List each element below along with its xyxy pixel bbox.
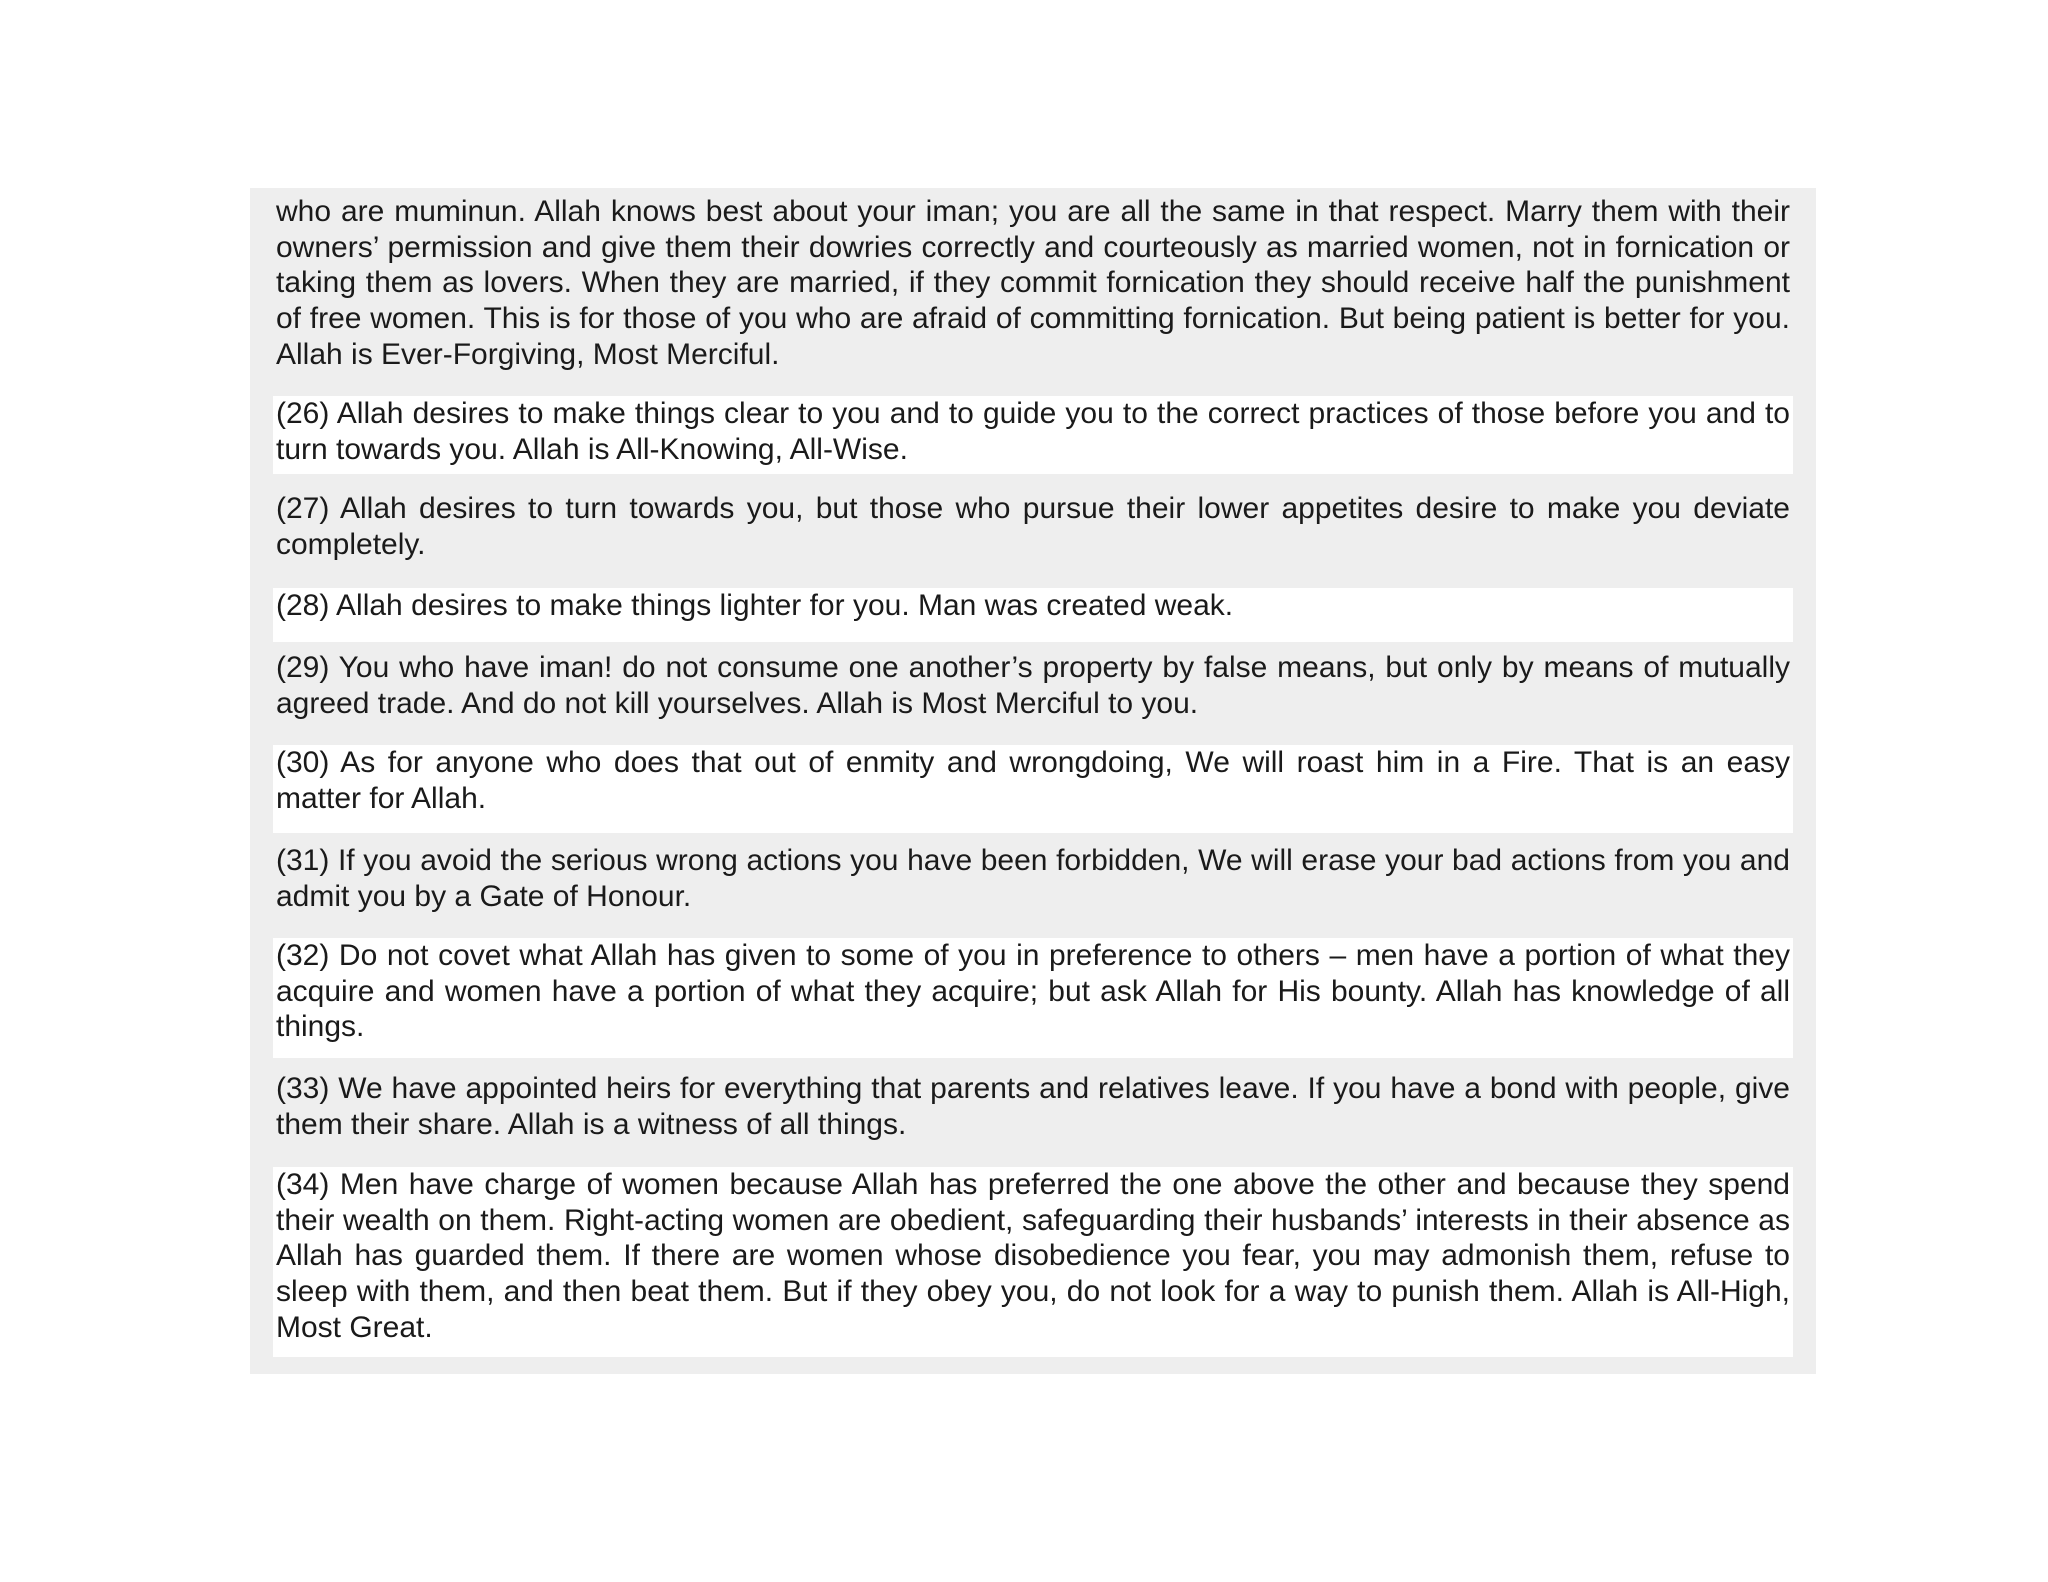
verse-34: (34) Men have charge of women because Allah has preferred the one above the other and because they spend their wealth on them. Right-acting women are obedient, safeguarding their husbands’ interests in their absence as Allah has guarded them. If there are women whose disobedience you fear, you may admonish them, refuse to sleep with them, and then beat them. But if they obey you, do not look for a way to punish them. Allah is All-High, Most Great. (273, 1167, 1793, 1357)
verse-28: (28) Allah desires to make things lighter for you. Man was created weak. (273, 588, 1793, 642)
verse-25-continued: who are muminun. Allah knows best about your iman; you are all the same in that respect. Marry them with their owners’ permission and give them their dowries correctly and courteously as married women, not in fornication or taking them as lovers. When they are married, if they commit fornication they should receive half the punishment of free women. This is for those of you who are afraid of committing fornication. But being patient is better for you. Allah is Ever-Forgiving, Most Merciful. (273, 194, 1793, 382)
verse-26: (26) Allah desires to make things clear to you and to guide you to the correct practices of those before you and to turn towards you. Allah is All-Knowing, All-Wise. (273, 396, 1793, 474)
verse-32: (32) Do not covet what Allah has given to some of you in preference to others – men have a portion of what they acquire and women have a portion of what they acquire; but ask Allah for His bounty. Allah has knowledge of all things. (273, 938, 1793, 1058)
verse-33: (33) We have appointed heirs for everything that parents and relatives leave. If you have a bond with people, give them their share. Allah is a witness of all things. (273, 1071, 1793, 1149)
verse-29: (29) You who have iman! do not consume one another’s property by false means, but only by means of mutually agreed trade. And do not kill yourselves. Allah is Most Merciful to you. (273, 650, 1793, 728)
verse-27: (27) Allah desires to turn towards you, but those who pursue their lower appetites desire to make you deviate completely. (273, 491, 1793, 569)
verse-panel (250, 188, 1816, 1374)
verse-31: (31) If you avoid the serious wrong actions you have been forbidden, We will erase your bad actions from you and admit you by a Gate of Honour. (273, 843, 1793, 921)
verse-30: (30) As for anyone who does that out of enmity and wrongdoing, We will roast him in a Fire. That is an easy matter for Allah. (273, 745, 1793, 833)
